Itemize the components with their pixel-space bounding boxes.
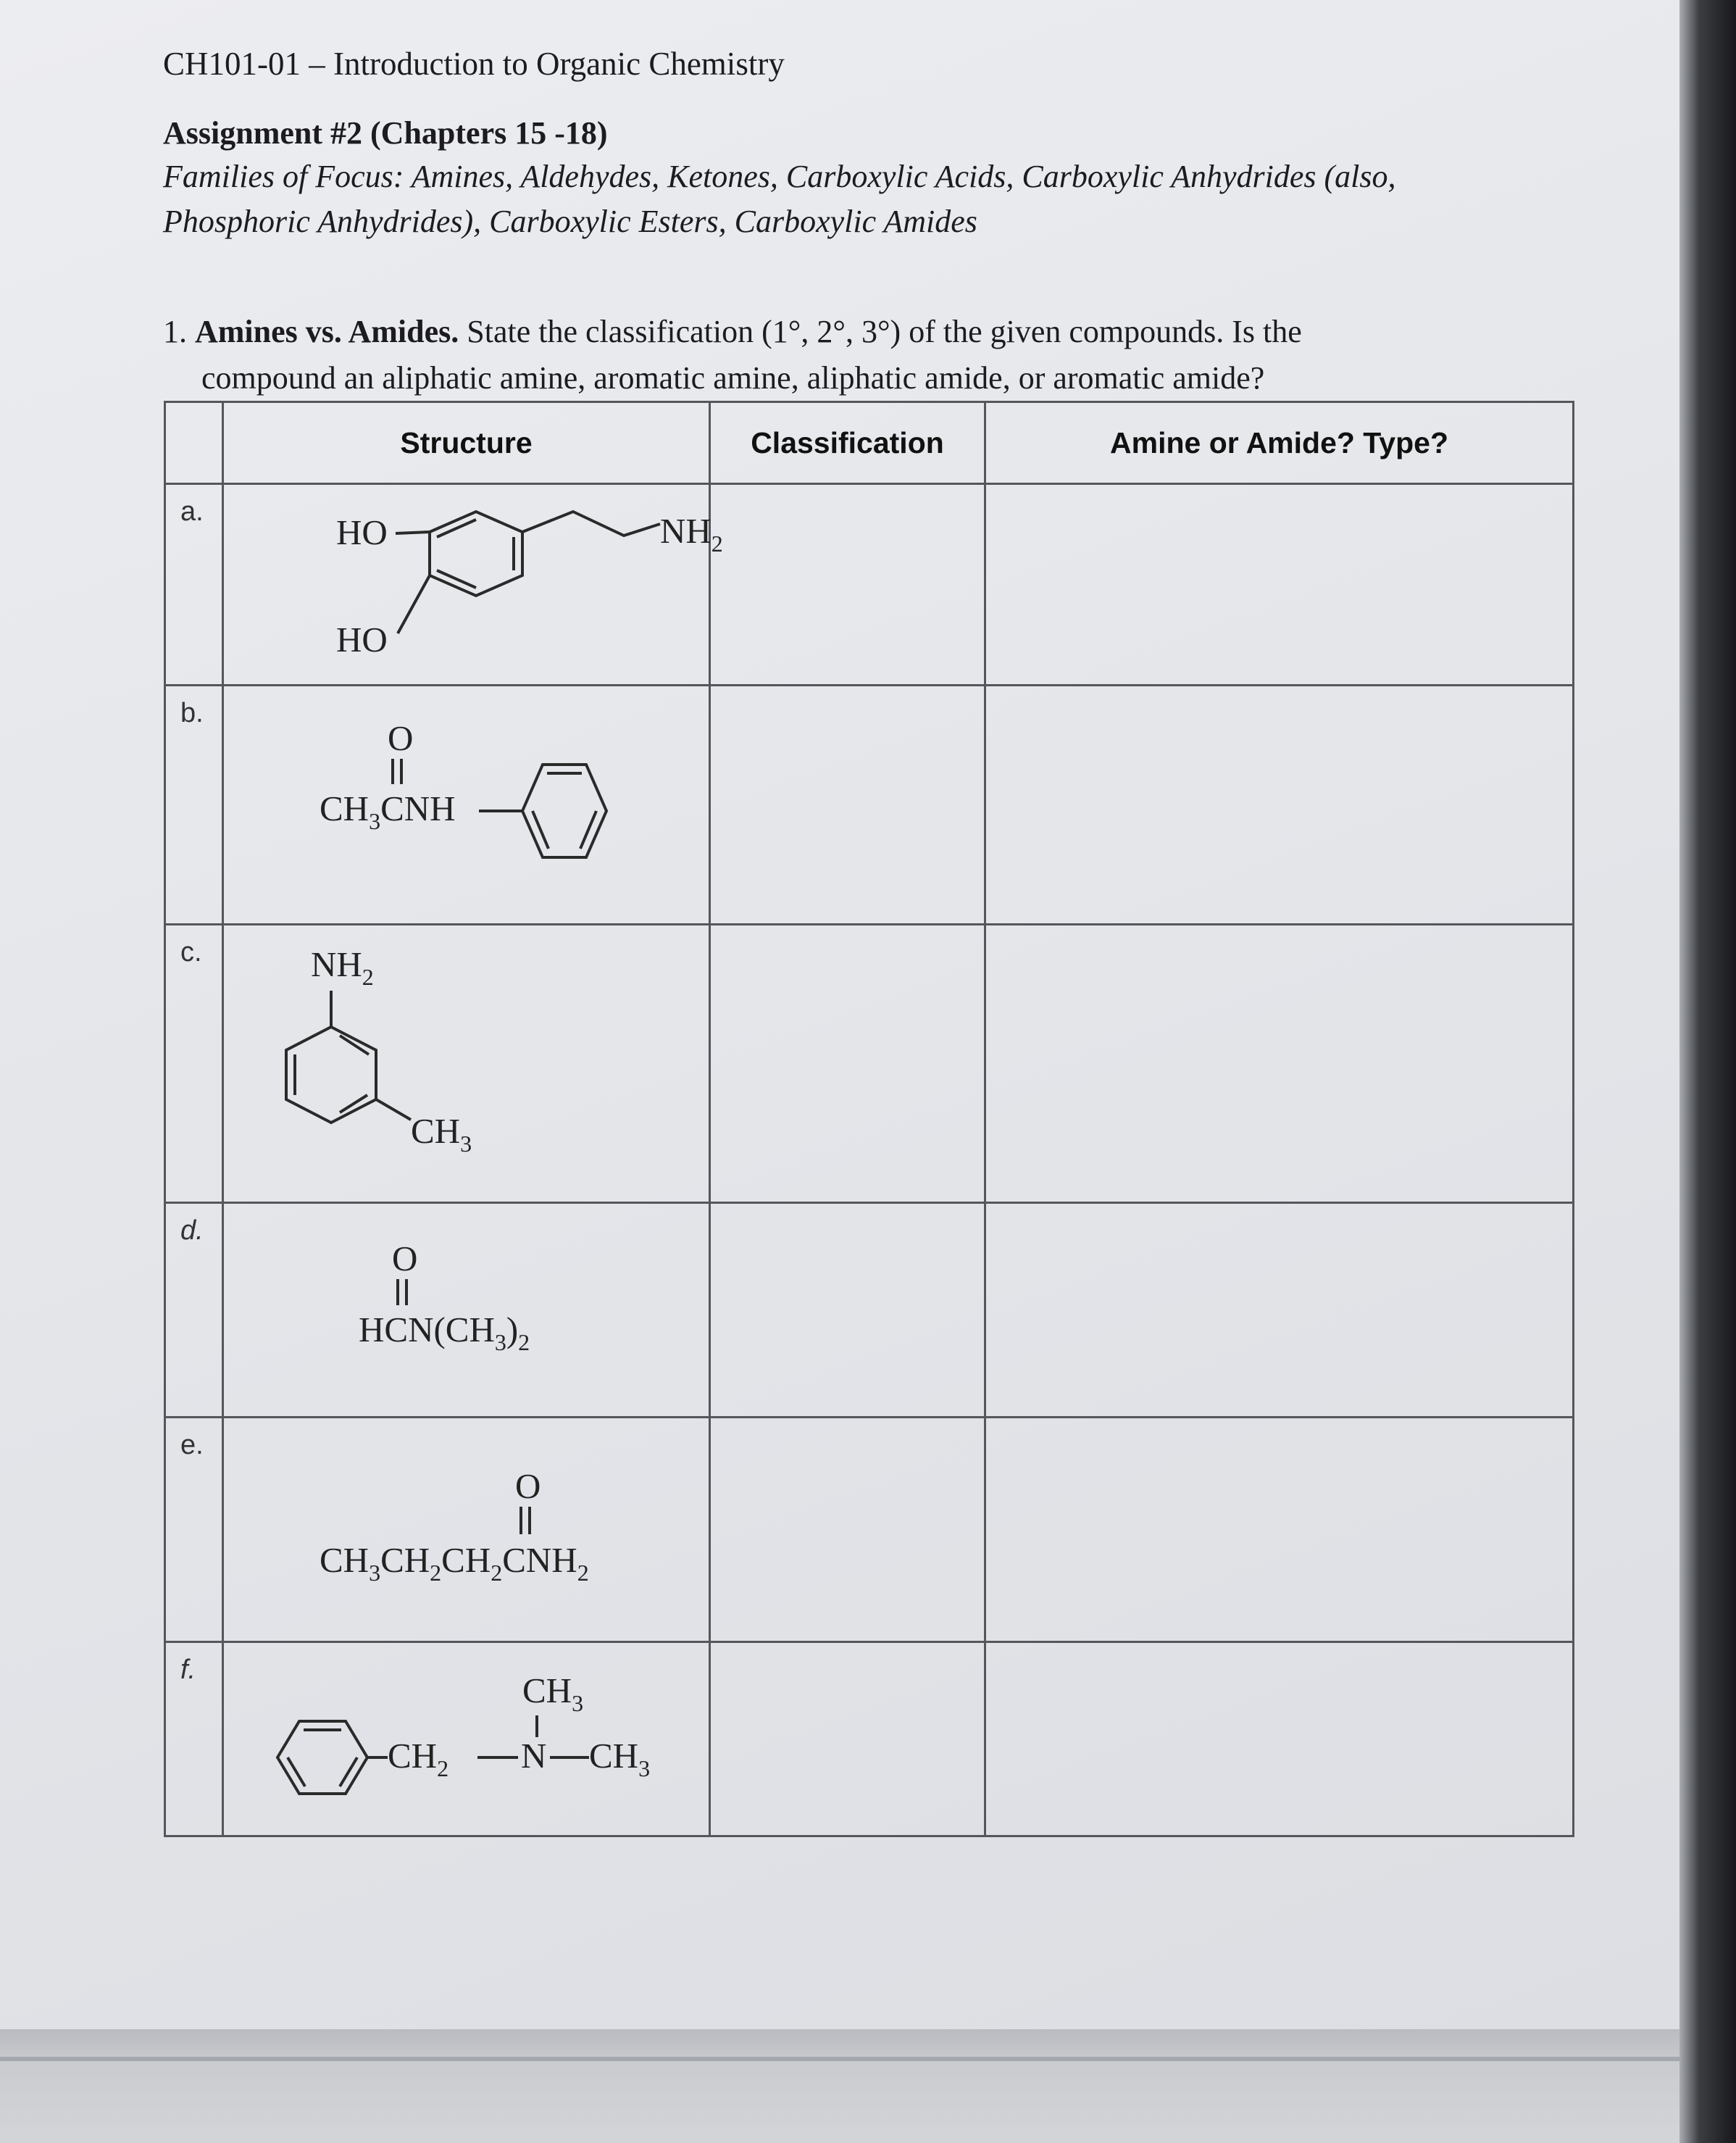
header-blank: [165, 402, 223, 484]
table-row: [165, 484, 1574, 686]
benzene-ring-c: [286, 1027, 376, 1123]
atom-ch3: $CH_3$: [411, 1111, 472, 1157]
atom-o: O: [392, 1239, 418, 1279]
structure-cell: [223, 1417, 710, 1642]
row-label: e.: [165, 1417, 223, 1642]
structure-e: [224, 1418, 711, 1643]
course-title: CH101-01 – Introduction to Organic Chemistry: [163, 46, 785, 82]
classification-cell[interactable]: [710, 484, 985, 686]
formula-e: $CH_3CH_2CH_2CNH_2$: [320, 1539, 589, 1586]
structure-d: [224, 1204, 711, 1418]
header-type: Amine or Amide? Type?: [985, 402, 1574, 484]
classification-cell[interactable]: [710, 925, 985, 1203]
structure-cell: [223, 685, 710, 925]
atom-ho-top: HO: [336, 512, 388, 553]
assignment-title: Assignment #2 (Chapters 15 -18): [163, 115, 608, 151]
row-label: d.: [165, 1203, 223, 1418]
monitor-bezel-right: [1679, 0, 1736, 2143]
question-number: 1.: [163, 314, 187, 349]
structure-cell: [223, 1642, 710, 1836]
type-cell[interactable]: [985, 1417, 1574, 1642]
atom-ch2: $CH_2$: [388, 1736, 449, 1782]
monitor-bezel-bottom: [0, 2029, 1679, 2143]
structure-b: [224, 686, 711, 925]
header-classification: Classification: [710, 402, 985, 484]
structure-a: [224, 485, 723, 686]
type-cell[interactable]: [985, 1642, 1574, 1836]
question-line-1: [163, 313, 1302, 350]
table-row: [165, 685, 1574, 925]
question-line-2: compound an aliphatic amine, aromatic amine, aliphatic amide, or aromatic amide?: [201, 360, 1265, 396]
benzene-ring-a: [430, 512, 522, 596]
row-label: c.: [165, 925, 223, 1203]
atom-o: O: [515, 1465, 541, 1506]
benzene-ring-b: [522, 765, 606, 857]
question-text: State the classification (1°, 2°, 3°) of the given compounds. Is the: [459, 314, 1302, 349]
table-row: [165, 925, 1574, 1203]
structure-cell: [223, 484, 723, 686]
row-label: f.: [165, 1642, 223, 1836]
row-label: b.: [165, 685, 223, 925]
header-structure: Structure: [223, 402, 710, 484]
families-line-2: Phosphoric Anhydrides), Carboxylic Esters, Carboxylic Amides: [163, 204, 977, 239]
classification-cell[interactable]: [710, 1417, 985, 1642]
formula-b: $CH_3CNH$: [320, 788, 456, 834]
type-cell[interactable]: [985, 484, 1574, 686]
type-cell[interactable]: [985, 1203, 1574, 1418]
compound-table: [164, 401, 1574, 1837]
families-line-1: Families of Focus: Amines, Aldehydes, Ketones, Carboxylic Acids, Carboxylic Anhydrides (also,: [163, 159, 1396, 194]
atom-o: O: [388, 717, 414, 758]
benzene-ring-f: [277, 1721, 367, 1794]
atom-n: N: [521, 1736, 547, 1776]
structure-f: [224, 1643, 711, 1836]
structure-c: [224, 925, 711, 1203]
structure-cell: [223, 925, 710, 1203]
formula-d: $HCN(CH_3)_2$: [359, 1310, 530, 1356]
atom-nh2: $NH_2$: [311, 944, 374, 991]
structure-cell: [223, 1203, 710, 1418]
table-header-row: [165, 402, 1574, 484]
table-row: [165, 1417, 1574, 1642]
atom-nh2: $NH_2$: [660, 511, 723, 557]
atom-ch3-right: $CH_3$: [589, 1736, 651, 1782]
atom-ho-bottom: HO: [336, 620, 388, 660]
classification-cell[interactable]: [710, 1642, 985, 1836]
classification-cell[interactable]: [710, 685, 985, 925]
table-row: [165, 1642, 1574, 1836]
question-heading: Amines vs. Amides.: [195, 314, 459, 349]
type-cell[interactable]: [985, 925, 1574, 1203]
atom-ch3-top: $CH_3$: [522, 1670, 584, 1717]
type-cell[interactable]: [985, 685, 1574, 925]
table-row: [165, 1203, 1574, 1418]
row-label: a.: [165, 484, 223, 686]
classification-cell[interactable]: [710, 1203, 985, 1418]
